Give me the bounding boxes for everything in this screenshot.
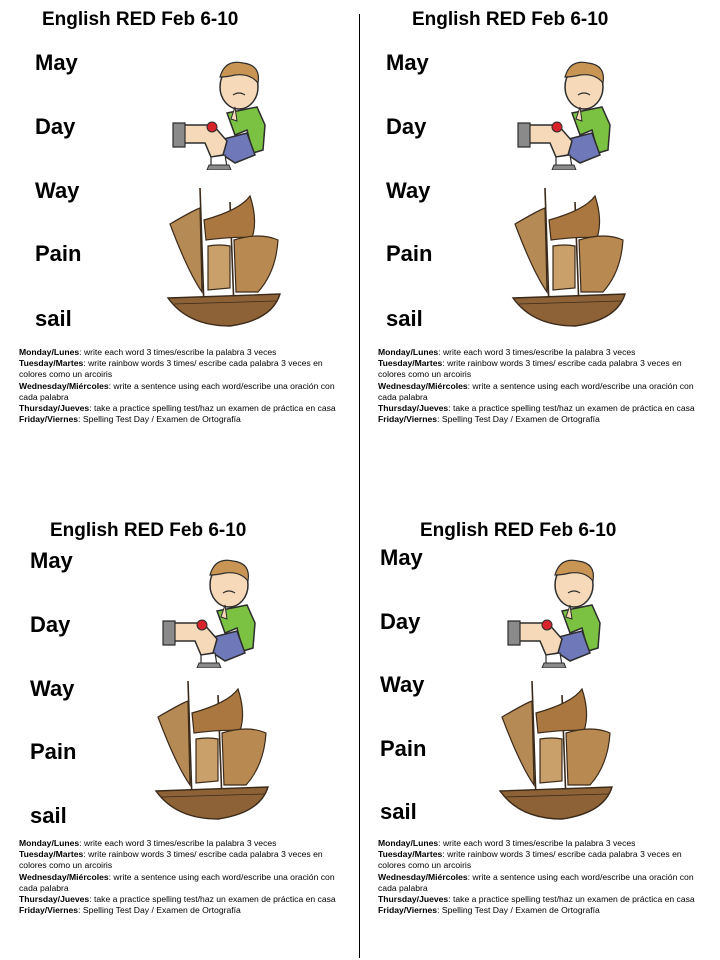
sailboat-icon	[505, 180, 635, 330]
sailboat-icon	[160, 180, 290, 330]
spelling-card-1	[0, 0, 350, 470]
instruction-monday: Monday/Lunes: write each word 3 times/escribe la palabra 3 veces	[19, 838, 277, 848]
sailboat-icon	[492, 673, 622, 823]
weekly-instructions	[378, 347, 710, 425]
weekly-instructions	[19, 347, 351, 425]
instruction-wednesday: Wednesday/Miércoles: write a sentence using each word/escribe una oración con cada palabra	[378, 871, 694, 893]
instruction-friday: Friday/Viernes: Spelling Test Day / Examen de Ortografía	[378, 414, 600, 425]
instruction-monday: Monday/Lunes: write each word 3 times/escribe la palabra 3 veces	[19, 347, 277, 357]
card-title: English RED Feb 6-10	[420, 520, 617, 541]
sailboat-icon	[148, 673, 278, 823]
word-way: Way	[380, 672, 425, 697]
instruction-wednesday: Wednesday/Miércoles: write a sentence using each word/escribe una oración con cada palabra	[378, 380, 694, 402]
instruction-tuesday: Tuesday/Martes: write rainbow words 3 times/ escribe cada palabra 3 veces en colores como un arcoiris	[378, 849, 682, 871]
instruction-monday: Monday/Lunes: write each word 3 times/escribe la palabra 3 veces	[378, 838, 636, 848]
word-may: May	[386, 50, 429, 75]
word-way: Way	[386, 178, 431, 203]
word-may: May	[380, 545, 423, 570]
card-title: English RED Feb 6-10	[412, 9, 609, 30]
instruction-thursday: Thursday/Jueves: take a practice spelling test/haz un examen de práctica en casa	[19, 403, 336, 414]
word-pain: Pain	[386, 241, 433, 266]
word-day: Day	[386, 114, 427, 139]
card-title: English RED Feb 6-10	[50, 520, 247, 541]
word-sail: sail	[30, 803, 67, 828]
boy-scraped-knee-icon	[500, 553, 610, 668]
instruction-wednesday: Wednesday/Miércoles: write a sentence using each word/escribe una oración con cada palabra	[19, 380, 335, 402]
instruction-friday: Friday/Viernes: Spelling Test Day / Examen de Ortografía	[19, 905, 241, 916]
instruction-wednesday: Wednesday/Miércoles: write a sentence using each word/escribe una oración con cada palabra	[19, 871, 335, 893]
boy-scraped-knee-icon	[165, 55, 275, 170]
instruction-thursday: Thursday/Jueves: take a practice spelling test/haz un examen de práctica en casa	[378, 403, 695, 414]
instruction-friday: Friday/Viernes: Spelling Test Day / Examen de Ortografía	[378, 905, 600, 916]
weekly-instructions	[19, 838, 351, 916]
spelling-card-2	[360, 0, 710, 470]
weekly-instructions	[378, 838, 710, 916]
instruction-thursday: Thursday/Jueves: take a practice spelling test/haz un examen de práctica en casa	[19, 894, 336, 905]
word-way: Way	[30, 676, 75, 701]
spelling-card-3	[0, 485, 350, 955]
word-sail: sail	[35, 306, 72, 331]
boy-scraped-knee-icon	[155, 553, 265, 668]
word-pain: Pain	[380, 736, 427, 761]
word-day: Day	[380, 609, 421, 634]
instruction-friday: Friday/Viernes: Spelling Test Day / Examen de Ortografía	[19, 414, 241, 425]
instruction-thursday: Thursday/Jueves: take a practice spelling test/haz un examen de práctica en casa	[378, 894, 695, 905]
card-title: English RED Feb 6-10	[42, 9, 239, 30]
word-sail: sail	[380, 799, 417, 824]
word-pain: Pain	[30, 739, 77, 764]
word-pain: Pain	[35, 241, 82, 266]
word-way: Way	[35, 178, 80, 203]
boy-scraped-knee-icon	[510, 55, 620, 170]
word-may: May	[30, 548, 73, 573]
word-day: Day	[35, 114, 76, 139]
word-may: May	[35, 50, 78, 75]
spelling-card-4	[360, 485, 710, 955]
instruction-monday: Monday/Lunes: write each word 3 times/escribe la palabra 3 veces	[378, 347, 636, 357]
instruction-tuesday: Tuesday/Martes: write rainbow words 3 times/ escribe cada palabra 3 veces en colores como un arcoiris	[378, 358, 682, 380]
instruction-tuesday: Tuesday/Martes: write rainbow words 3 times/ escribe cada palabra 3 veces en colores como un arcoiris	[19, 358, 323, 380]
word-day: Day	[30, 612, 71, 637]
instruction-tuesday: Tuesday/Martes: write rainbow words 3 times/ escribe cada palabra 3 veces en colores como un arcoiris	[19, 849, 323, 871]
word-sail: sail	[386, 306, 423, 331]
